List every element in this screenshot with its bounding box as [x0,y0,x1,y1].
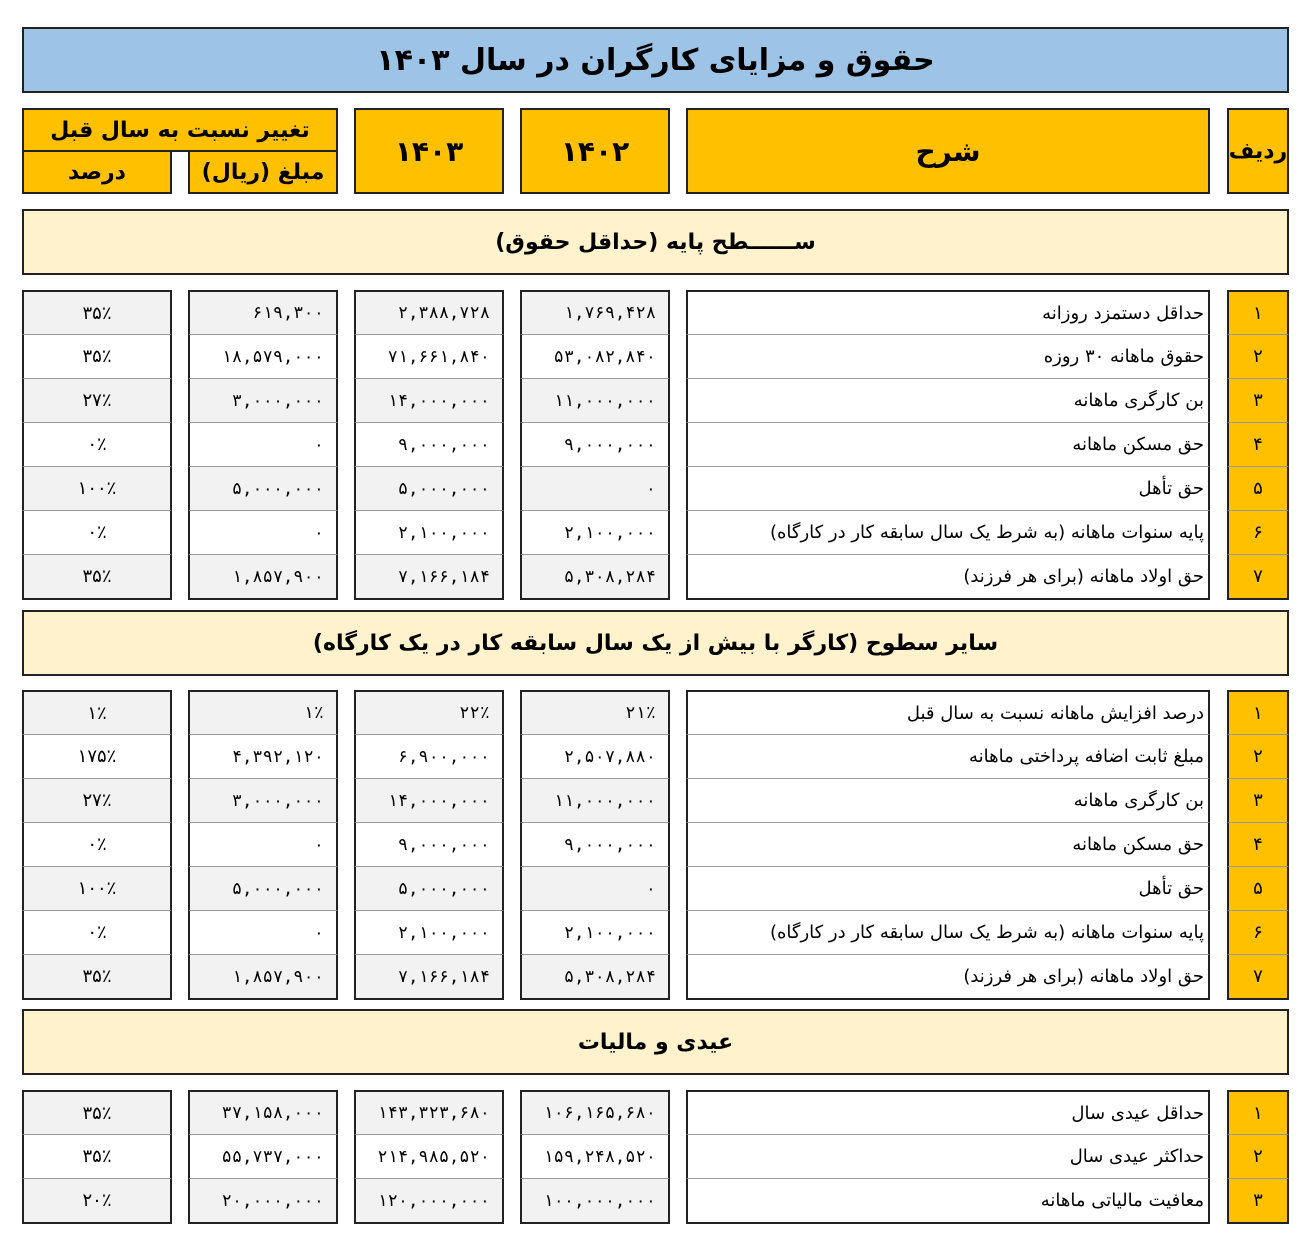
value-1403: ۹,۰۰۰,۰۰۰ [354,422,504,466]
change-percent: ۲۷٪ [22,778,172,822]
change-percent: ۲۰٪ [22,1178,172,1224]
row-number: ۷ [1227,554,1289,600]
value-1403: ۲,۱۰۰,۰۰۰ [354,510,504,554]
row-number: ۱ [1227,690,1289,734]
change-percent: ۳۵٪ [22,1134,172,1178]
change-percent: ۳۵٪ [22,1090,172,1134]
value-1403: ۱۴,۰۰۰,۰۰۰ [354,378,504,422]
row-number: ۲ [1227,1134,1289,1178]
row-number: ۶ [1227,910,1289,954]
value-1402: ۵,۳۰۸,۲۸۴ [520,554,670,600]
value-1402: ۱,۷۶۹,۴۲۸ [520,290,670,334]
value-1402: ۵۳,۰۸۲,۸۴۰ [520,334,670,378]
change-amount: ۳,۰۰۰,۰۰۰ [188,778,338,822]
row-number: ۳ [1227,378,1289,422]
row-description: بن کارگری ماهانه [686,778,1210,822]
value-1402: ۵,۳۰۸,۲۸۴ [520,954,670,1000]
row-number: ۶ [1227,510,1289,554]
row-description: درصد افزایش ماهانه نسبت به سال قبل [686,690,1210,734]
section-title: سایر سطوح (کارگر با بیش از یک سال سابقه کار در یک کارگاه) [22,610,1289,676]
row-description: حق اولاد ماهانه (برای هر فرزند) [686,554,1210,600]
value-1402: ۰ [520,866,670,910]
row-description: حق مسکن ماهانه [686,422,1210,466]
row-description: مبلغ ثابت اضافه پرداختی ماهانه [686,734,1210,778]
row-number: ۱ [1227,1090,1289,1134]
row-description: حداکثر عیدی سال [686,1134,1210,1178]
row-description: پایه سنوات ماهانه (به شرط یک سال سابقه کار در کارگاه) [686,910,1210,954]
value-1403: ۷۱,۶۶۱,۸۴۰ [354,334,504,378]
header-1403: ۱۴۰۳ [354,108,504,194]
section-title: عیدی و مالیات [22,1009,1289,1075]
change-amount: ۳۷,۱۵۸,۰۰۰ [188,1090,338,1134]
change-percent: ۱٪ [22,690,172,734]
row-description: حق تأهل [686,466,1210,510]
change-amount: ۵,۰۰۰,۰۰۰ [188,866,338,910]
header-percent: درصد [22,150,172,194]
value-1403: ۱۴,۰۰۰,۰۰۰ [354,778,504,822]
change-amount: ۱٪ [188,690,338,734]
row-description: حقوق ماهانه ۳۰ روزه [686,334,1210,378]
value-1402: ۲,۵۰۷,۸۸۰ [520,734,670,778]
change-amount: ۰ [188,822,338,866]
value-1402: ۹,۰۰۰,۰۰۰ [520,422,670,466]
row-description: حق اولاد ماهانه (برای هر فرزند) [686,954,1210,1000]
change-amount: ۰ [188,510,338,554]
row-number: ۷ [1227,954,1289,1000]
row-number: ۵ [1227,866,1289,910]
value-1402: ۱۱,۰۰۰,۰۰۰ [520,378,670,422]
change-amount: ۶۱۹,۳۰۰ [188,290,338,334]
change-percent: ۰٪ [22,422,172,466]
value-1402: ۲۱٪ [520,690,670,734]
row-description: حداقل دستمزد روزانه [686,290,1210,334]
value-1403: ۱۲۰,۰۰۰,۰۰۰ [354,1178,504,1224]
change-amount: ۰ [188,422,338,466]
header-amount: مبلغ (ریال) [188,150,338,194]
change-percent: ۰٪ [22,510,172,554]
value-1402: ۱۵۹,۲۴۸,۵۲۰ [520,1134,670,1178]
change-amount: ۲۰,۰۰۰,۰۰۰ [188,1178,338,1224]
row-description: حق مسکن ماهانه [686,822,1210,866]
change-percent: ۰٪ [22,910,172,954]
change-percent: ۲۷٪ [22,378,172,422]
change-amount: ۰ [188,910,338,954]
change-amount: ۵,۰۰۰,۰۰۰ [188,466,338,510]
value-1403: ۱۴۳,۳۲۳,۶۸۰ [354,1090,504,1134]
value-1403: ۲,۱۰۰,۰۰۰ [354,910,504,954]
value-1403: ۷,۱۶۶,۱۸۴ [354,554,504,600]
header-radif: ردیف [1227,108,1289,194]
value-1403: ۵,۰۰۰,۰۰۰ [354,866,504,910]
change-amount: ۳,۰۰۰,۰۰۰ [188,378,338,422]
change-percent: ۱۰۰٪ [22,866,172,910]
value-1402: ۱۰۰,۰۰۰,۰۰۰ [520,1178,670,1224]
header-sharh: شرح [686,108,1210,194]
row-number: ۴ [1227,422,1289,466]
page-title: حقوق و مزایای کارگران در سال ۱۴۰۳ [22,27,1289,93]
row-description: حق تأهل [686,866,1210,910]
row-description: معافیت مالیاتی ماهانه [686,1178,1210,1224]
value-1403: ۲۲٪ [354,690,504,734]
value-1402: ۹,۰۰۰,۰۰۰ [520,822,670,866]
change-amount: ۴,۳۹۲,۱۲۰ [188,734,338,778]
change-amount: ۵۵,۷۳۷,۰۰۰ [188,1134,338,1178]
change-percent: ۰٪ [22,822,172,866]
value-1403: ۹,۰۰۰,۰۰۰ [354,822,504,866]
value-1402: ۲,۱۰۰,۰۰۰ [520,910,670,954]
change-percent: ۳۵٪ [22,554,172,600]
value-1403: ۶,۹۰۰,۰۰۰ [354,734,504,778]
row-number: ۳ [1227,1178,1289,1224]
value-1402: ۱۰۶,۱۶۵,۶۸۰ [520,1090,670,1134]
change-amount: ۱,۸۵۷,۹۰۰ [188,554,338,600]
section-title: ســــــطح پایه (حداقل حقوق) [22,209,1289,275]
value-1403: ۵,۰۰۰,۰۰۰ [354,466,504,510]
row-number: ۳ [1227,778,1289,822]
row-description: حداقل عیدی سال [686,1090,1210,1134]
change-amount: ۱۸,۵۷۹,۰۰۰ [188,334,338,378]
change-amount: ۱,۸۵۷,۹۰۰ [188,954,338,1000]
change-percent: ۳۵٪ [22,290,172,334]
value-1403: ۲,۳۸۸,۷۲۸ [354,290,504,334]
header-1402: ۱۴۰۲ [520,108,670,194]
row-number: ۱ [1227,290,1289,334]
change-percent: ۱۷۵٪ [22,734,172,778]
row-description: پایه سنوات ماهانه (به شرط یک سال سابقه کار در کارگاه) [686,510,1210,554]
value-1403: ۷,۱۶۶,۱۸۴ [354,954,504,1000]
value-1402: ۲,۱۰۰,۰۰۰ [520,510,670,554]
row-description: بن کارگری ماهانه [686,378,1210,422]
change-percent: ۳۵٪ [22,334,172,378]
row-number: ۵ [1227,466,1289,510]
row-number: ۴ [1227,822,1289,866]
value-1403: ۲۱۴,۹۸۵,۵۲۰ [354,1134,504,1178]
value-1402: ۰ [520,466,670,510]
row-number: ۲ [1227,734,1289,778]
change-percent: ۱۰۰٪ [22,466,172,510]
value-1402: ۱۱,۰۰۰,۰۰۰ [520,778,670,822]
change-percent: ۳۵٪ [22,954,172,1000]
header-change: تغییر نسبت به سال قبل [22,108,338,152]
row-number: ۲ [1227,334,1289,378]
